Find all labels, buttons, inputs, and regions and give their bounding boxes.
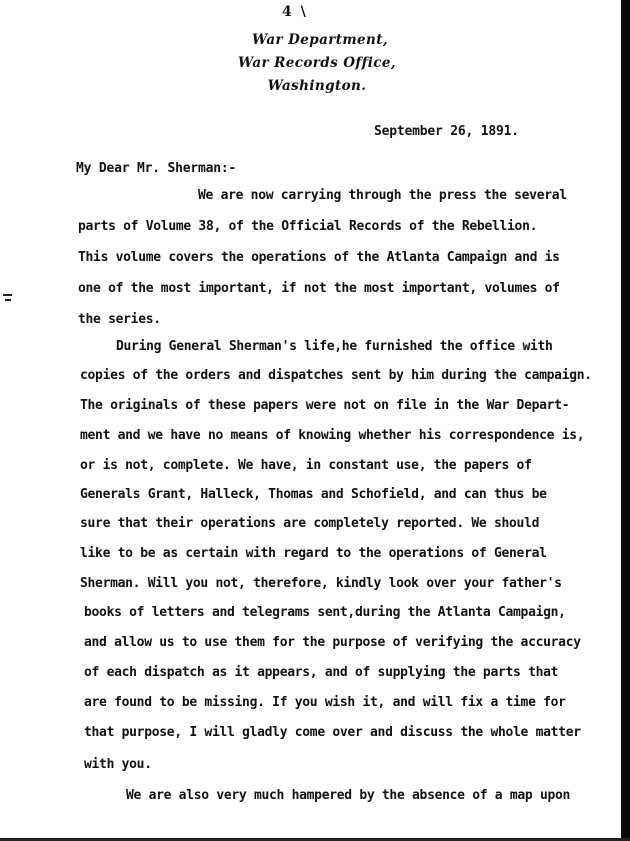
body-line: and allow us to use them for the purpose of verifying the accuracy	[84, 635, 581, 650]
letterhead-city: Washington.	[267, 78, 367, 94]
body-line: We are now carrying through the press the several	[198, 188, 567, 203]
body-line: Generals Grant, Halleck, Thomas and Schofield, and can thus be	[80, 487, 547, 502]
body-line: with you.	[84, 757, 152, 772]
body-line: This volume covers the operations of the Atlanta Campaign and is	[78, 250, 560, 265]
body-line: We are also very much hampered by the absence of a map upon	[126, 788, 571, 803]
body-line: like to be as certain with regard to the operations of General	[80, 546, 547, 561]
body-line: copies of the orders and dispatches sent by him during the campaign.	[80, 368, 592, 383]
body-line: Sherman. Will you not, therefore, kindly look over your father's	[80, 576, 562, 591]
body-line: the series.	[78, 312, 161, 327]
margin-mark	[5, 299, 11, 301]
body-line: ment and we have no means of knowing whether his correspondence is,	[80, 428, 585, 443]
letterhead-office: War Records Office,	[237, 55, 397, 71]
letter-date: September 26, 1891.	[374, 124, 519, 139]
body-line: parts of Volume 38, of the Official Records of the Rebellion.	[78, 219, 538, 234]
body-line: books of letters and telegrams sent,during the Atlanta Campaign,	[84, 605, 566, 620]
body-line: sure that their operations are completely reported. We should	[80, 516, 540, 531]
body-line: of each dispatch as it appears, and of supplying the parts that	[84, 665, 559, 680]
body-line: one of the most important, if not the most important, volumes of	[78, 281, 560, 296]
body-line: The originals of these papers were not on file in the War Depart-	[80, 398, 570, 413]
margin-mark	[3, 294, 12, 296]
salutation: My Dear Mr. Sherman:-	[76, 161, 237, 176]
letterhead-department: War Department,	[251, 32, 388, 48]
top-mark: 4 \	[282, 4, 308, 20]
body-line: During General Sherman's life,he furnished the office with	[116, 339, 553, 354]
body-line: or is not, complete. We have, in constant use, the papers of	[80, 458, 532, 473]
body-line: that purpose, I will gladly come over and discuss the whole matter	[84, 725, 581, 740]
body-line: are found to be missing. If you wish it, and will fix a time for	[84, 695, 566, 710]
scan-edge-right	[621, 0, 630, 841]
